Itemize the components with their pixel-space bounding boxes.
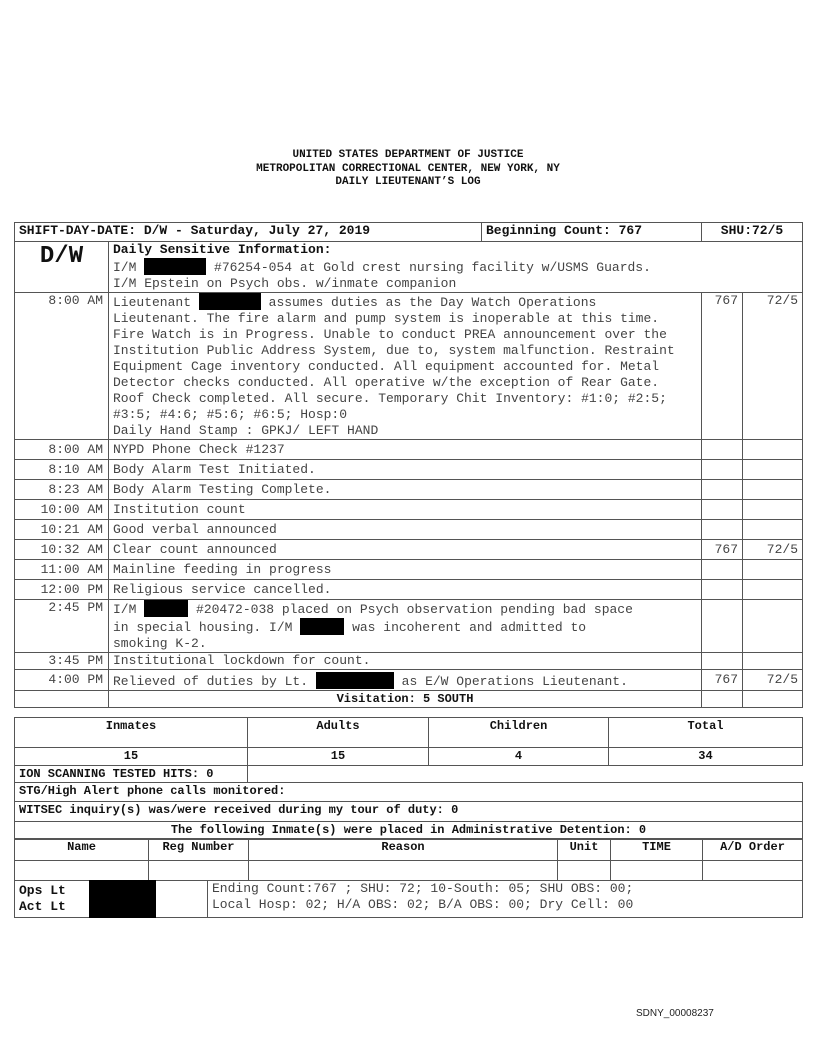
- entry-time: 2:45 PM: [15, 600, 109, 653]
- ion-scanning: ION SCANNING TESTED HITS: 0: [15, 766, 248, 783]
- entry-shu: [743, 580, 803, 600]
- text: Daily Hand Stamp : GPKJ/ LEFT HAND: [113, 423, 379, 438]
- entry-text: Body Alarm Test Initiated.: [109, 460, 702, 480]
- entry-count: 767: [702, 293, 743, 440]
- bates-number: SDNY_00008237: [636, 1008, 714, 1019]
- visitation-value: 4: [429, 748, 609, 766]
- text: Relieved of duties by Lt.: [113, 674, 309, 689]
- admin-cell: [149, 861, 249, 881]
- entry-shu: 72/5: [743, 670, 803, 691]
- admin-cell: [611, 861, 703, 881]
- entry-shu: [743, 520, 803, 540]
- entry-time: 10:00 AM: [15, 500, 109, 520]
- ops-lt-label: Ops Lt: [19, 883, 66, 898]
- admin-detention-table: [14, 838, 803, 881]
- entry-count: [702, 560, 743, 580]
- admin-cell: [703, 861, 803, 881]
- text: I/M Epstein on Psych obs. w/inmate companion: [113, 276, 457, 291]
- admin-detention-title: The following Inmate(s) were placed in Administrative Detention: 0: [15, 822, 803, 840]
- entry-text: [109, 600, 702, 653]
- entry-time: 8:00 AM: [15, 293, 109, 440]
- blank-cell: [702, 691, 743, 708]
- entry-count: [702, 460, 743, 480]
- text: as E/W Operations Lieutenant.: [401, 674, 628, 689]
- redaction: [144, 600, 188, 617]
- entry-shu: [743, 500, 803, 520]
- entry-count: 767: [702, 670, 743, 691]
- admin-header: Reg Number: [149, 839, 249, 861]
- entry-time: 8:10 AM: [15, 460, 109, 480]
- act-lt-label: Act Lt: [19, 899, 66, 914]
- visitation-header: Adults: [248, 718, 429, 748]
- text: Ending Count:767 ; SHU: 72; 10-South: 05; SHU OBS: 00;: [212, 881, 634, 896]
- visitation-value: 34: [609, 748, 803, 766]
- signoff-table: [14, 880, 803, 918]
- entry-count: [702, 520, 743, 540]
- admin-header: TIME: [611, 839, 703, 861]
- text: #76254-054 at Gold crest nursing facility w/USMS Guards.: [214, 260, 651, 275]
- admin-header: Name: [15, 839, 149, 861]
- entry-time: 11:00 AM: [15, 560, 109, 580]
- signoff-names: [15, 881, 208, 918]
- entry-time: 12:00 PM: [15, 580, 109, 600]
- text: assumes duties as the Day Watch Operations: [268, 295, 597, 310]
- entry-count: [702, 440, 743, 460]
- entry-time: 10:21 AM: [15, 520, 109, 540]
- stg-calls: STG/High Alert phone calls monitored:: [15, 783, 803, 802]
- blank-cell: [743, 691, 803, 708]
- entry-count: [702, 500, 743, 520]
- entry-shu: [743, 440, 803, 460]
- shift-code: D/W: [15, 242, 109, 293]
- entry-shu: [743, 600, 803, 653]
- blank-cell: [248, 766, 803, 783]
- text: Lieutenant. The fire alarm and pump system is inoperable at this time. Fire Watch is in Progress. Unable to conduct PREA announcement over the Institution Public Address System, due to, system malfunction. Restraint Equipment Cage inventory conducted. All equipment accounted for. Metal Detector checks conducted. All operative w/the exception of Rear Gate. Roof Check completed. All secure. Temporary Chit Inventory: #1:0; #2:5; #3:5; #4:6; #5:6; #6:5; Hosp:0: [113, 311, 675, 422]
- document-header: [0, 149, 816, 190]
- header-line-2: METROPOLITAN CORRECTIONAL CENTER, NEW YORK, NY: [256, 162, 560, 175]
- entry-count: 767: [702, 540, 743, 560]
- entry-text: Mainline feeding in progress: [109, 560, 702, 580]
- entry-text: NYPD Phone Check #1237: [109, 440, 702, 460]
- entry-text: Good verbal announced: [109, 520, 702, 540]
- log-table: [14, 222, 803, 708]
- text: I/M: [113, 260, 137, 275]
- entry-shu: 72/5: [743, 540, 803, 560]
- entry-count: [702, 600, 743, 653]
- header-line-1: UNITED STATES DEPARTMENT OF JUSTICE: [292, 149, 524, 161]
- entry-count: [702, 480, 743, 500]
- entry-time: 8:23 AM: [15, 480, 109, 500]
- redaction: [199, 293, 261, 310]
- text: Lieutenant: [113, 295, 192, 310]
- entry-count: [702, 653, 743, 670]
- entry-shu: [743, 480, 803, 500]
- admin-cell: [15, 861, 149, 881]
- entry-shu: 72/5: [743, 293, 803, 440]
- admin-cell: [558, 861, 611, 881]
- visitation-header: Inmates: [15, 718, 248, 748]
- admin-header: Reason: [249, 839, 558, 861]
- text: was incoherent and admitted to: [352, 620, 587, 635]
- text: smoking K-2.: [113, 636, 207, 651]
- entry-text: Institution count: [109, 500, 702, 520]
- entry-shu: [743, 653, 803, 670]
- admin-header: A/D Order: [703, 839, 803, 861]
- visitation-value: 15: [15, 748, 248, 766]
- sensitive-info: [109, 242, 803, 293]
- entry-text: Religious service cancelled.: [109, 580, 702, 600]
- beginning-count: Beginning Count: 767: [482, 223, 702, 242]
- witsec-inquiry: WITSEC inquiry(s) was/were received during my tour of duty: 0: [15, 802, 803, 822]
- text: I/M: [113, 602, 137, 617]
- text: Local Hosp: 02; H/A OBS: 02; B/A OBS: 00; Dry Cell: 00: [212, 897, 634, 912]
- text: #20472-038 placed on Psych observation pending bad space: [196, 602, 633, 617]
- redaction: [89, 880, 156, 918]
- header-line-3: DAILY LIEUTENANT’S LOG: [335, 176, 481, 188]
- entry-count: [702, 580, 743, 600]
- entry-time: 10:32 AM: [15, 540, 109, 560]
- blank-cell: [15, 691, 109, 708]
- visitation-table: [14, 717, 803, 840]
- visitation-header: Children: [429, 718, 609, 748]
- text: in special housing. I/M: [113, 620, 293, 635]
- admin-header: Unit: [558, 839, 611, 861]
- entry-text: Body Alarm Testing Complete.: [109, 480, 702, 500]
- entry-shu: [743, 460, 803, 480]
- entry-shu: [743, 560, 803, 580]
- entry-time: 3:45 PM: [15, 653, 109, 670]
- entry-time: 8:00 AM: [15, 440, 109, 460]
- redaction: [316, 672, 394, 689]
- redaction: [144, 258, 206, 275]
- entry-text: Institutional lockdown for count.: [109, 653, 702, 670]
- entry-text: Clear count announced: [109, 540, 702, 560]
- entry-text: [109, 293, 702, 440]
- shu-count: SHU:72/5: [702, 223, 803, 242]
- visitation-header: Total: [609, 718, 803, 748]
- ending-count: [208, 881, 803, 918]
- admin-cell: [249, 861, 558, 881]
- visitation-value: 15: [248, 748, 429, 766]
- sensitive-title: Daily Sensitive Information:: [113, 242, 332, 257]
- entry-time: 4:00 PM: [15, 670, 109, 691]
- redaction: [300, 618, 344, 635]
- entry-text: [109, 670, 702, 691]
- visitation-title: Visitation: 5 SOUTH: [109, 691, 702, 708]
- shift-day-date: SHIFT-DAY-DATE: D/W - Saturday, July 27, 2019: [15, 223, 482, 242]
